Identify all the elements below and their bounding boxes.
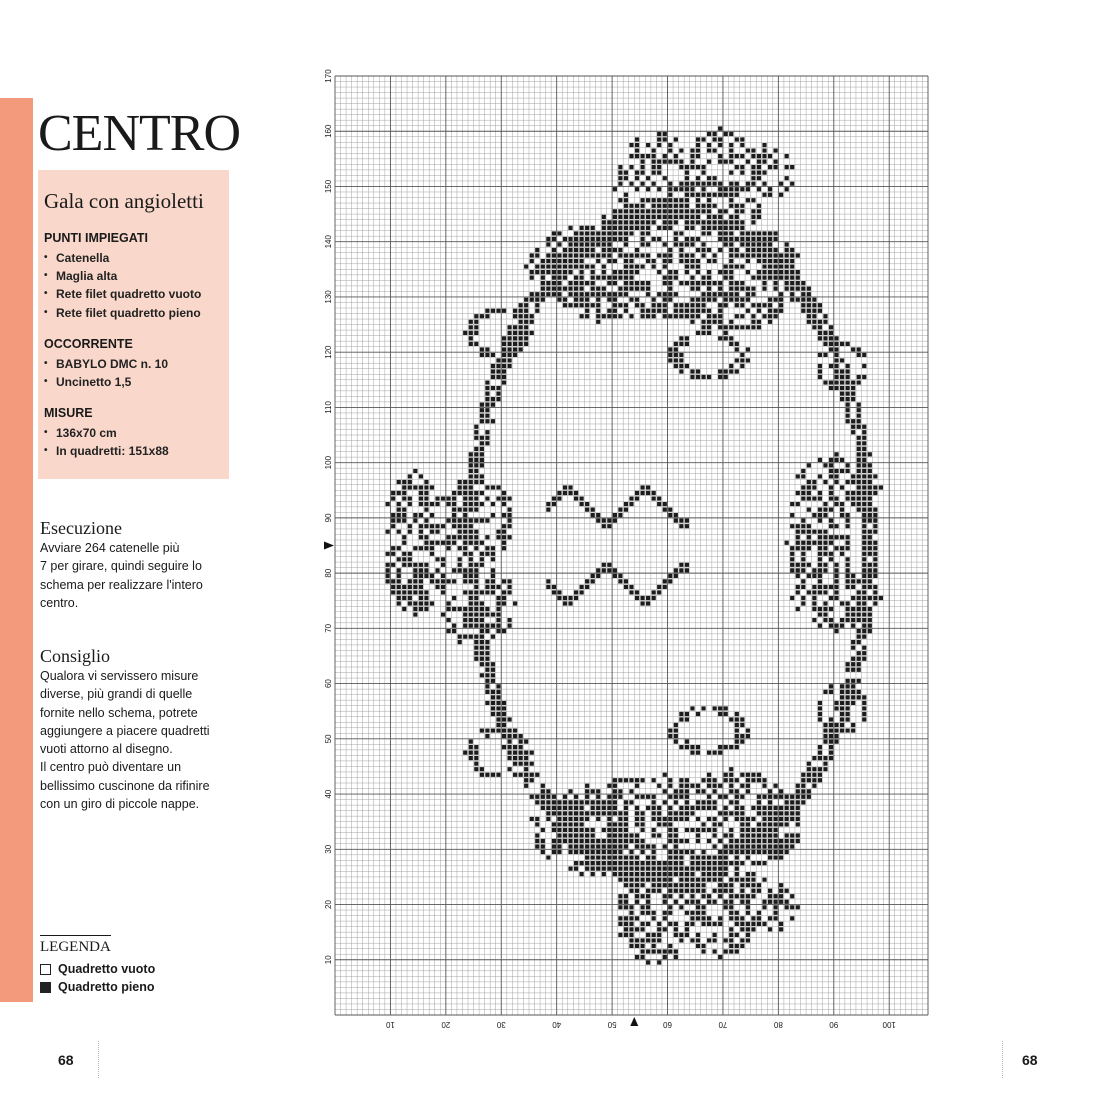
y-tick-label: 10: [324, 955, 333, 965]
measure-item: • 136x70 cm: [44, 424, 229, 442]
stitches-heading: PUNTI IMPIEGATI: [44, 231, 148, 245]
divider-left: [98, 1041, 99, 1078]
y-tick-label: 40: [324, 789, 333, 799]
material-item: • BABYLO DMC n. 10: [44, 355, 229, 373]
stitch-item: • Catenella: [44, 249, 229, 267]
y-tick-label: 60: [324, 679, 333, 689]
divider-right: [1002, 1041, 1003, 1078]
y-tick-label: 70: [324, 623, 333, 633]
stitch-item: • Maglia alta: [44, 267, 229, 285]
stitch-item: • Rete filet quadretto vuoto: [44, 285, 229, 303]
x-tick-label: 20: [441, 1020, 451, 1029]
legend-filled-label: Quadretto pieno: [58, 980, 155, 994]
x-tick-label: 10: [385, 1020, 395, 1029]
tip-heading: Consiglio: [40, 646, 111, 666]
x-tick-label: 60: [663, 1020, 672, 1029]
stitch-item: • Rete filet quadretto pieno: [44, 304, 229, 322]
y-tick-label: 140: [324, 235, 333, 249]
y-tick-label: 120: [324, 345, 333, 359]
start-col-marker-icon: [630, 1017, 638, 1026]
x-tick-label: 80: [773, 1020, 783, 1029]
materials-heading: OCCORRENTE: [44, 336, 133, 351]
y-tick-label: 30: [324, 844, 333, 854]
execution-text: Avviare 264 catenelle più 7 per girare, quindi seguire lo schema per realizzare l'intero centro.: [40, 541, 203, 610]
material-item: • Uncinetto 1,5: [44, 373, 229, 391]
y-tick-label: 130: [324, 290, 333, 304]
y-tick-label: 80: [324, 568, 333, 578]
y-tick-label: 110: [324, 401, 333, 414]
y-tick-label: 50: [324, 734, 333, 744]
x-tick-label: 30: [496, 1020, 506, 1029]
y-tick-label: 100: [324, 455, 333, 470]
tip-text: Qualora vi servissero misure diverse, più grandi di quelle fornite nello schema, potrete aggiungere a piacere quadretti vuoti attorno al disegno. Il centro può diventare un bellissimo cuscinone da rifinire con un giro di piccole nappe.: [40, 669, 210, 812]
page-number-left: 68: [58, 1052, 74, 1068]
y-tick-label: 150: [324, 179, 333, 194]
y-tick-label: 20: [324, 900, 333, 909]
x-tick-label: 70: [718, 1020, 728, 1029]
x-tick-label: 40: [552, 1020, 562, 1029]
y-tick-label: 90: [324, 513, 333, 523]
x-tick-label: 50: [607, 1020, 617, 1029]
pattern-subtitle: Gala con angioletti: [44, 189, 204, 213]
y-tick-label: 170: [324, 69, 333, 83]
execution-heading: Esecuzione: [40, 518, 122, 538]
measures-heading: MISURE: [44, 406, 93, 421]
x-tick-label: 90: [829, 1020, 839, 1029]
y-tick-label: 160: [324, 124, 333, 138]
start-row-marker-icon: [324, 542, 334, 550]
legend-empty-label: Quadretto vuoto: [58, 962, 156, 976]
x-tick-label: 100: [882, 1020, 896, 1029]
legend-heading: LEGENDA: [40, 935, 111, 956]
measure-item: • In quadretti: 151x88: [44, 442, 229, 460]
page-title: CENTRO: [38, 105, 240, 162]
page-number-right: 68: [1022, 1052, 1038, 1068]
